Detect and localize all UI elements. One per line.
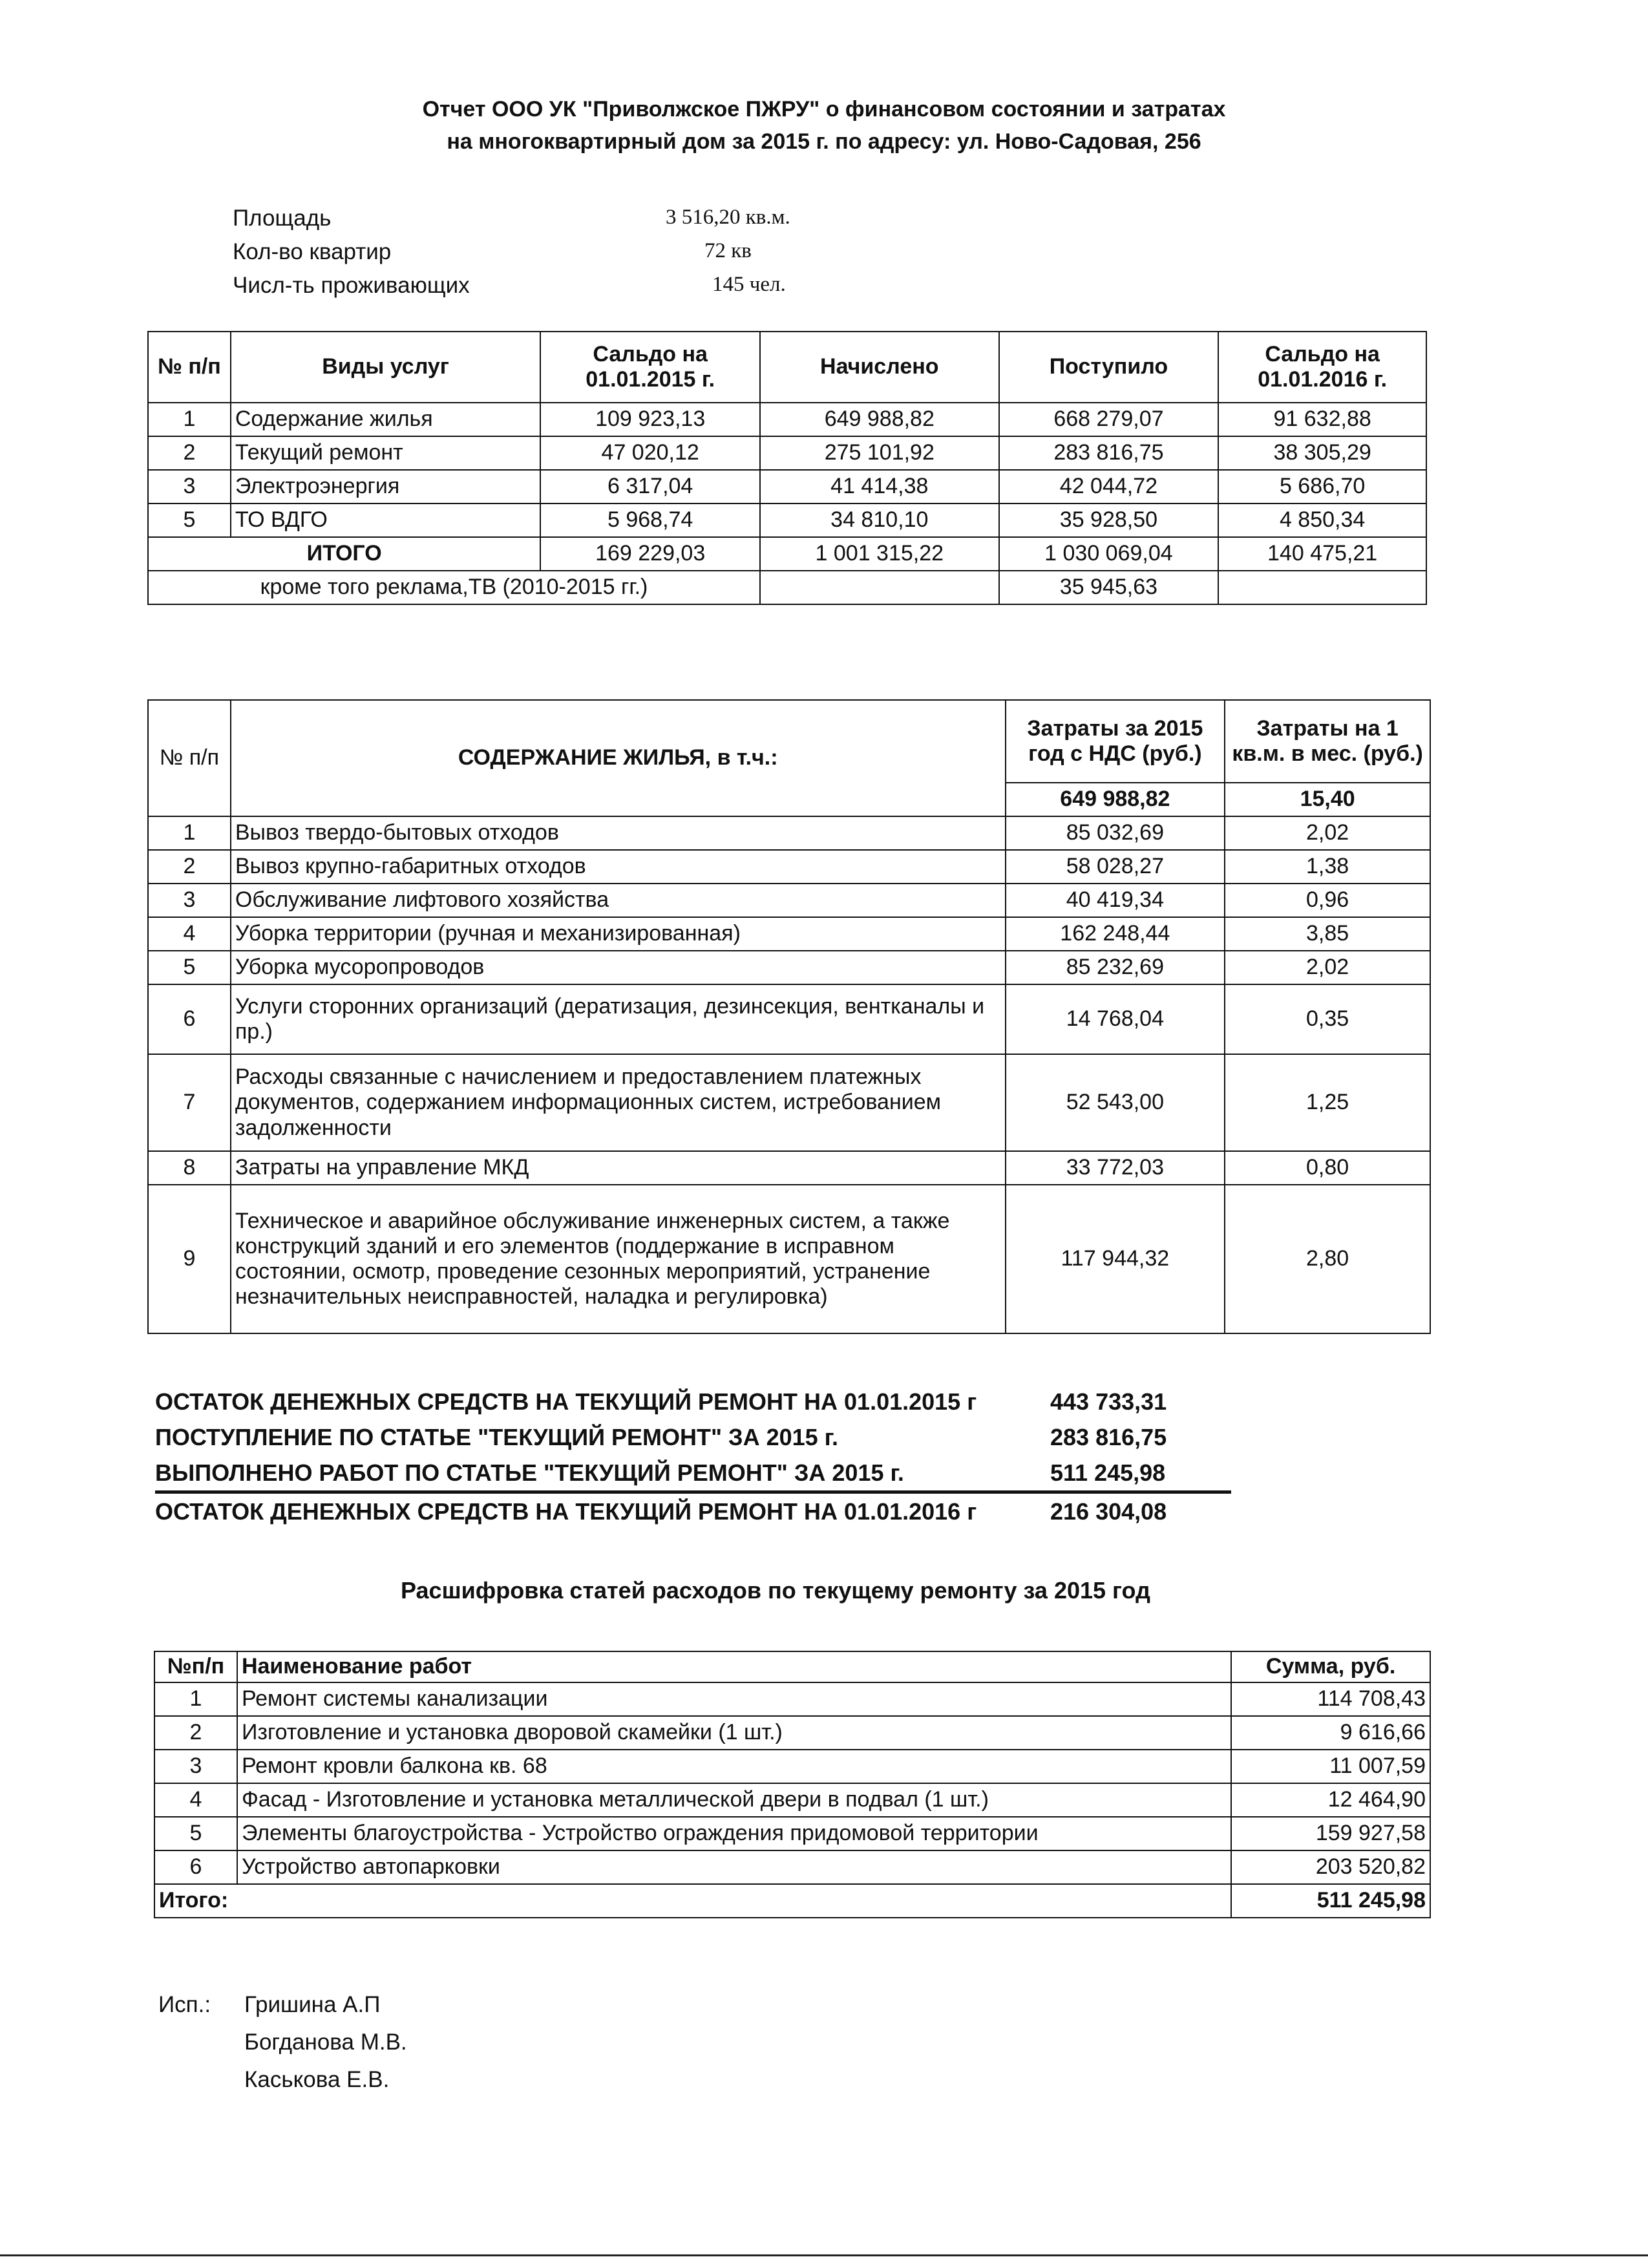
t3-row-name: Ремонт системы канализации	[237, 1682, 1231, 1716]
t1-row-received: 42 044,72	[999, 470, 1219, 503]
table-row	[148, 403, 1426, 436]
t1-extra-row	[148, 571, 1426, 604]
t1-row-received: 35 928,50	[999, 503, 1219, 537]
t2-row-name: Затраты на управление МКД	[231, 1151, 1006, 1185]
balance-divider	[155, 1490, 1231, 1494]
t2-row-per: 1,38	[1225, 850, 1430, 884]
table-row	[148, 850, 1430, 884]
t2-row-num: 1	[148, 816, 231, 850]
t2-row-cost: 85 032,69	[1006, 816, 1225, 850]
t2-row-num: 6	[148, 984, 231, 1054]
t1-total-received: 1 030 069,04	[999, 537, 1219, 571]
table-row	[148, 984, 1430, 1054]
executor-1: Гришина А.П	[244, 1992, 381, 2017]
t3-row-sum: 9 616,66	[1231, 1716, 1430, 1750]
t1-header-close: Сальдо на 01.01.2016 г.	[1218, 332, 1426, 403]
t2-row-cost: 85 232,69	[1006, 951, 1225, 984]
residents-value: 145 чел.	[712, 273, 786, 296]
t1-total-label: ИТОГО	[148, 537, 540, 571]
t1-row-received: 283 816,75	[999, 436, 1219, 470]
t1-extra-empty2	[1218, 571, 1426, 604]
table-row	[148, 1185, 1430, 1333]
table-row	[148, 436, 1426, 470]
t1-row-close: 38 305,29	[1218, 436, 1426, 470]
table-row	[148, 470, 1426, 503]
t3-row-sum: 203 520,82	[1231, 1850, 1430, 1884]
table-row	[154, 1716, 1430, 1750]
t3-row-num: 3	[154, 1750, 237, 1783]
t3-total-row	[154, 1884, 1430, 1918]
t1-row-num: 3	[148, 470, 231, 503]
t2-row-per: 0,80	[1225, 1151, 1430, 1185]
t1-header-num: № п/п	[148, 332, 231, 403]
report-title-line2: на многоквартирный дом за 2015 г. по адресу: ул. Ново-Садовая, 256	[447, 129, 1201, 154]
t1-header-service: Виды услуг	[231, 332, 541, 403]
t3-row-name: Ремонт кровли балкона кв. 68	[237, 1750, 1231, 1783]
t1-total-close: 140 475,21	[1218, 537, 1426, 571]
t2-row-cost: 33 772,03	[1006, 1151, 1225, 1185]
table-row	[154, 1682, 1430, 1716]
t2-row-name: Услуги сторонних организаций (дератизация, дезинсекция, вентканалы и пр.)	[231, 984, 1006, 1054]
t2-row-per: 2,80	[1225, 1185, 1430, 1333]
t1-extra-received: 35 945,63	[999, 571, 1219, 604]
t3-row-num: 5	[154, 1817, 237, 1850]
t2-total-cost: 649 988,82	[1006, 783, 1225, 816]
table-row	[154, 1750, 1430, 1783]
balance-value-1: 443 733,31	[1050, 1388, 1167, 1415]
t2-row-name: Вывоз твердо-бытовых отходов	[231, 816, 1006, 850]
t1-total-charged: 1 001 315,22	[760, 537, 999, 571]
t2-row-cost: 40 419,34	[1006, 884, 1225, 917]
t1-row-charged: 275 101,92	[760, 436, 999, 470]
t2-row-per: 1,25	[1225, 1054, 1430, 1151]
executors-label: Исп.:	[158, 1992, 211, 2017]
t2-total-per: 15,40	[1225, 783, 1430, 816]
t3-total-label: Итого:	[154, 1884, 1231, 1918]
t2-row-name: Обслуживание лифтового хозяйства	[231, 884, 1006, 917]
t3-header-num: №п/п	[154, 1651, 237, 1682]
t2-row-cost: 117 944,32	[1006, 1185, 1225, 1333]
t1-row-charged: 41 414,38	[760, 470, 999, 503]
t1-row-open: 6 317,04	[540, 470, 760, 503]
t2-row-num: 3	[148, 884, 231, 917]
t1-total-row	[148, 537, 1426, 571]
t1-row-charged: 649 988,82	[760, 403, 999, 436]
t1-row-close: 5 686,70	[1218, 470, 1426, 503]
t2-row-cost: 14 768,04	[1006, 984, 1225, 1054]
t2-header-name: СОДЕРЖАНИЕ ЖИЛЬЯ, в т.ч.:	[231, 700, 1006, 816]
flats-label: Кол-во квартир	[233, 239, 392, 264]
executor-2: Богданова М.В.	[244, 2030, 407, 2055]
scan-edge-line	[0, 2254, 1648, 2256]
t1-row-charged: 34 810,10	[760, 503, 999, 537]
t2-row-name: Уборка мусоропроводов	[231, 951, 1006, 984]
t3-row-num: 2	[154, 1716, 237, 1750]
t1-row-service: ТО ВДГО	[231, 503, 541, 537]
balance-value-2: 283 816,75	[1050, 1424, 1167, 1450]
t1-header-open: Сальдо на 01.01.2015 г.	[540, 332, 760, 403]
t1-row-service: Текущий ремонт	[231, 436, 541, 470]
t2-row-per: 2,02	[1225, 951, 1430, 984]
repair-breakdown-table	[154, 1651, 1431, 1918]
balance-value-3: 511 245,98	[1050, 1459, 1166, 1486]
t3-row-sum: 12 464,90	[1231, 1783, 1430, 1817]
table-row	[154, 1817, 1430, 1850]
t3-row-name: Фасад - Изготовление и установка металлической двери в подвал (1 шт.)	[237, 1783, 1231, 1817]
table-row	[148, 1054, 1430, 1151]
area-value: 3 516,20 кв.м.	[666, 206, 790, 229]
t2-row-per: 2,02	[1225, 816, 1430, 850]
t1-extra-empty	[760, 571, 999, 604]
t3-row-name: Элементы благоустройства - Устройство ограждения придомовой территории	[237, 1817, 1231, 1850]
t2-row-name: Уборка территории (ручная и механизированная)	[231, 917, 1006, 951]
t2-row-per: 3,85	[1225, 917, 1430, 951]
t3-row-name: Устройство автопарковки	[237, 1850, 1231, 1884]
table-row	[148, 503, 1426, 537]
t3-row-num: 1	[154, 1682, 237, 1716]
t2-row-name: Вывоз крупно-габаритных отходов	[231, 850, 1006, 884]
t2-row-name: Техническое и аварийное обслуживание инженерных систем, а также конструкций зданий и его элементов (поддержание в исправном состоянии, осмотр, проведение сезонных мероприятий, устранение незначительных неисправностей, наладка и регулировка)	[231, 1185, 1006, 1333]
t3-row-num: 6	[154, 1850, 237, 1884]
t1-row-num: 1	[148, 403, 231, 436]
t3-header-name: Наименование работ	[237, 1651, 1231, 1682]
executor-3: Каськова Е.В.	[244, 2067, 390, 2092]
t1-total-open: 169 229,03	[540, 537, 760, 571]
t1-row-open: 109 923,13	[540, 403, 760, 436]
t1-extra-label: кроме того реклама,ТВ (2010-2015 гг.)	[148, 571, 760, 604]
t1-row-received: 668 279,07	[999, 403, 1219, 436]
t1-row-num: 2	[148, 436, 231, 470]
area-label: Площадь	[233, 206, 332, 231]
t2-row-num: 2	[148, 850, 231, 884]
t1-row-open: 5 968,74	[540, 503, 760, 537]
table-row	[148, 884, 1430, 917]
housing-maintenance-table	[147, 699, 1431, 1334]
table-row	[148, 1151, 1430, 1185]
t2-row-num: 5	[148, 951, 231, 984]
t2-row-cost: 162 248,44	[1006, 917, 1225, 951]
t2-row-cost: 52 543,00	[1006, 1054, 1225, 1151]
t3-header-sum: Сумма, руб.	[1231, 1651, 1430, 1682]
balance-line-2: ПОСТУПЛЕНИЕ ПО СТАТЬЕ "ТЕКУЩИЙ РЕМОНТ" ЗА 2015 г.	[155, 1424, 839, 1450]
report-title-line1: Отчет ООО УК "Приволжское ПЖРУ" о финансовом состоянии и затратах	[422, 97, 1226, 122]
flats-value: 72 кв	[704, 239, 752, 262]
t3-row-sum: 114 708,43	[1231, 1682, 1430, 1716]
t3-row-sum: 11 007,59	[1231, 1750, 1430, 1783]
t1-header-charged: Начислено	[760, 332, 999, 403]
t2-row-per: 0,35	[1225, 984, 1430, 1054]
table-row	[154, 1850, 1430, 1884]
t2-row-name: Расходы связанные с начислением и предоставлением платежных документов, содержанием информационных систем, истребованием задолженности	[231, 1054, 1006, 1151]
financial-summary-table	[147, 331, 1427, 605]
repair-breakdown-caption: Расшифровка статей расходов по текущему ремонту за 2015 год	[401, 1577, 1150, 1604]
t2-header-cost: Затраты за 2015 год с НДС (руб.)	[1006, 700, 1225, 783]
t3-row-sum: 159 927,58	[1231, 1817, 1430, 1850]
t1-header-received: Поступило	[999, 332, 1219, 403]
balance-line-4: ОСТАТОК ДЕНЕЖНЫХ СРЕДСТВ НА ТЕКУЩИЙ РЕМОНТ НА 01.01.2016 г	[155, 1498, 977, 1525]
t2-header-per: Затраты на 1 кв.м. в мес. (руб.)	[1225, 700, 1430, 783]
balance-line-1: ОСТАТОК ДЕНЕЖНЫХ СРЕДСТВ НА ТЕКУЩИЙ РЕМОНТ НА 01.01.2015 г	[155, 1388, 977, 1415]
t1-row-service: Содержание жилья	[231, 403, 541, 436]
table-row	[148, 917, 1430, 951]
table-row	[148, 816, 1430, 850]
t2-row-cost: 58 028,27	[1006, 850, 1225, 884]
table-row	[148, 951, 1430, 984]
t2-header-num: № п/п	[148, 700, 231, 816]
t2-row-num: 4	[148, 917, 231, 951]
t1-row-num: 5	[148, 503, 231, 537]
t3-row-name: Изготовление и установка дворовой скамейки (1 шт.)	[237, 1716, 1231, 1750]
table-row	[154, 1783, 1430, 1817]
balance-value-4: 216 304,08	[1050, 1498, 1167, 1525]
t1-row-service: Электроэнергия	[231, 470, 541, 503]
t3-row-num: 4	[154, 1783, 237, 1817]
t2-row-num: 8	[148, 1151, 231, 1185]
t2-row-per: 0,96	[1225, 884, 1430, 917]
residents-label: Числ-ть проживающих	[233, 273, 470, 298]
t3-total-sum: 511 245,98	[1231, 1884, 1430, 1918]
balance-line-3: ВЫПОЛНЕНО РАБОТ ПО СТАТЬЕ "ТЕКУЩИЙ РЕМОНТ" ЗА 2015 г.	[155, 1459, 904, 1486]
t1-row-close: 91 632,88	[1218, 403, 1426, 436]
t2-row-num: 7	[148, 1054, 231, 1151]
t1-row-open: 47 020,12	[540, 436, 760, 470]
t1-row-close: 4 850,34	[1218, 503, 1426, 537]
t2-row-num: 9	[148, 1185, 231, 1333]
